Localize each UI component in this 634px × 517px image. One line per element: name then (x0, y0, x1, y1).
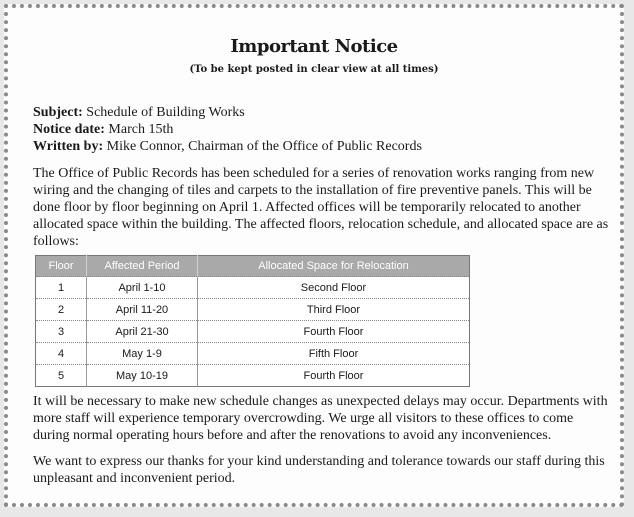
subject-line (33, 104, 422, 121)
cell-space: Second Floor (198, 277, 470, 299)
date-line (33, 121, 422, 138)
cell-period: April 1-10 (87, 277, 198, 299)
intro-paragraph: The Office of Public Records has been scheduled for a series of renovation works ranging from new wiring and the changing of tiles and carpets to the installation of fire preventive panels. This will be done floor by floor beginning on April 1. Affected offices will be temporarily relocated to another allocated space within the building. The affected floors, relocation schedule, and allocated space are as follows: (33, 166, 609, 249)
table-row (36, 299, 470, 321)
cell-period: May 10-19 (87, 365, 198, 387)
header-period: Affected Period (87, 256, 198, 277)
table-row (36, 277, 470, 299)
notice-subtitle: (To be kept posted in clear view at all times) (189, 64, 439, 75)
subject-value: Schedule of Building Works (86, 105, 245, 120)
cell-space: Fourth Floor (198, 321, 470, 343)
table-row (36, 343, 470, 365)
date-value: March 15th (108, 122, 174, 137)
cell-space: Fifth Floor (198, 343, 470, 365)
cell-period: April 21-30 (87, 321, 198, 343)
author-label: Written by: (33, 139, 104, 154)
cell-floor: 2 (36, 299, 87, 321)
cell-floor: 4 (36, 343, 87, 365)
date-label: Notice date: (33, 122, 105, 137)
notice-meta (33, 104, 422, 155)
cell-floor: 1 (36, 277, 87, 299)
cell-period: April 11-20 (87, 299, 198, 321)
notice-title: Important Notice (230, 36, 398, 57)
cell-space: Third Floor (198, 299, 470, 321)
changes-paragraph: It will be necessary to make new schedule changes as unexpected delays may occur. Departments with more staff will experience temporary overcrowding. We urge all visitors to these offices to come during normal operating hours before and after the renovations to avoid any inconveniences. (33, 394, 608, 443)
schedule-table (35, 255, 470, 387)
header-floor: Floor (36, 256, 87, 277)
subject-label: Subject: (33, 105, 83, 120)
cell-period: May 1-9 (87, 343, 198, 365)
cell-floor: 5 (36, 365, 87, 387)
table-header-row (36, 256, 470, 277)
header-space: Allocated Space for Relocation (198, 256, 470, 277)
cell-floor: 3 (36, 321, 87, 343)
notice-board (4, 4, 624, 507)
thanks-paragraph: We want to express our thanks for your kind understanding and tolerance towards our staff during this unpleasant and inconvenient period. (33, 454, 605, 486)
table-row (36, 365, 470, 387)
cell-space: Fourth Floor (198, 365, 470, 387)
author-line (33, 138, 422, 155)
table-row (36, 321, 470, 343)
author-value: Mike Connor, Chairman of the Office of Public Records (106, 139, 422, 154)
